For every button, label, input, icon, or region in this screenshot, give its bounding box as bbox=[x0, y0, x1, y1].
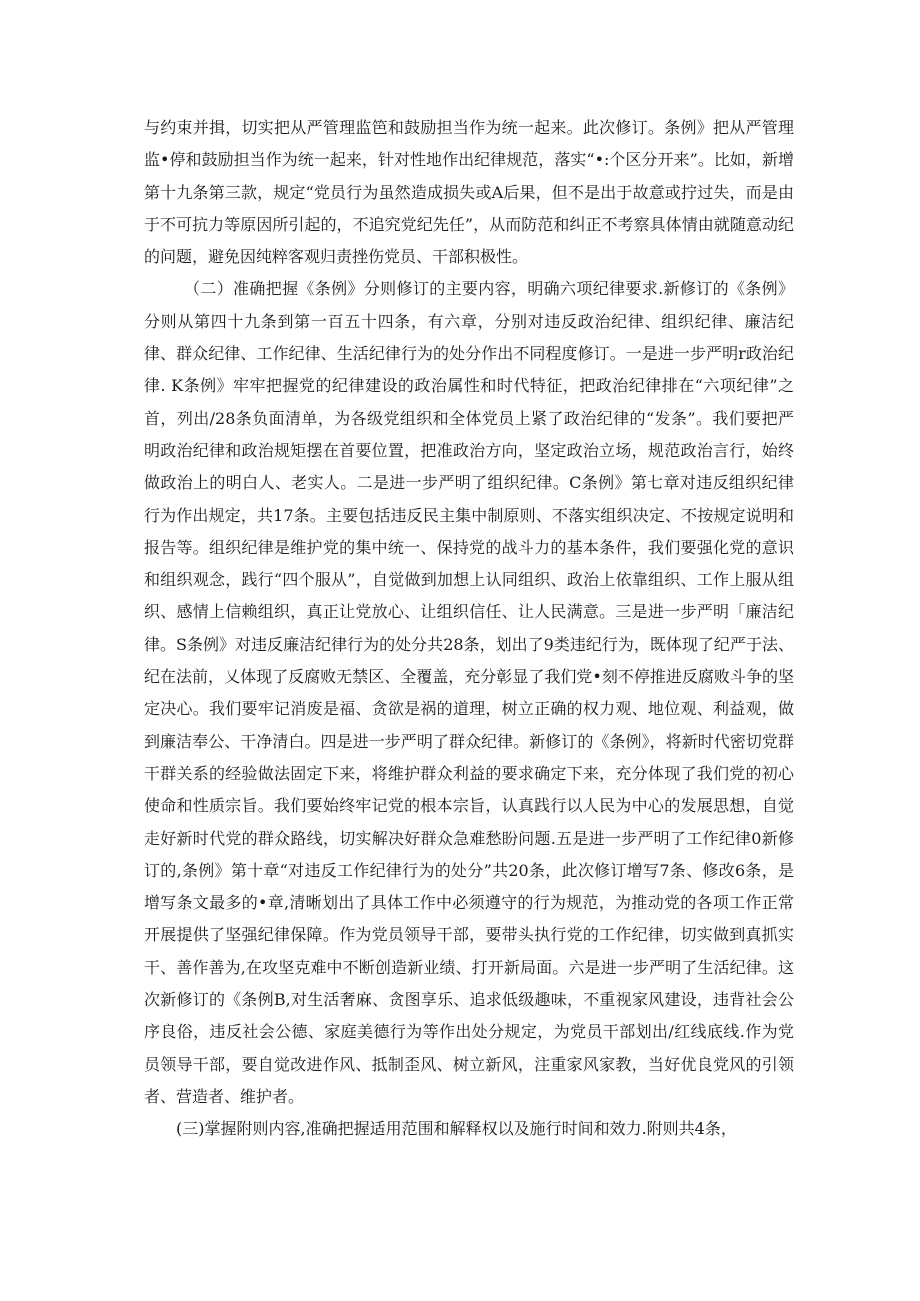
paragraph-3: (三)掌握附则内容,准确把握适用范围和解释权以及施行时间和效力.附则共4条， bbox=[176, 1119, 737, 1139]
document-page bbox=[144, 112, 794, 1146]
paragraph-1: 与约束并揖，切实把从严管理监笆和鼓励担当作为统一起来。此次修订。条例》把从严管理监•停和鼓励担当作为统一起来，针对性地作出纪律规范，落实“•:个区分开来”。比如，新增第十九条第三款，规定“党员行为虽然造成损失或A后果，但不是出于故意或拧过失，而是由于不可抗力等原因所引起的，不追究党纪先任”，从而防范和纠正不考察具体情由就随意动纪的问题，避免因纯粹客观归责挫伤党员、干部积极性。 bbox=[144, 118, 794, 267]
paragraph-2: （二）准确把握《条例》分则修订的主要内容，明确六项纪律要求.新修订的《条例》分则从第四十九条到第一百五十四条，有六章，分别对违反政治纪律、组织纪律、廉洁纪律、群众纪律、工作纪律、生活纪律行为的处分作出不同程度修订。一是进一步严明r政治纪律. K条例》牢牢把握党的纪律建设的政治属性和时代特征，把政治纪律排在“六项纪律”之首，列出/28条负面清单，为各级党组织和全体党员上紧了政治纪律的“发条”。我们要把严明政治纪律和政治规矩摆在首要位置，把准政治方向，坚定政治立场，规范政治言行，始终做政治上的明白人、老实人。二是进一步严明了组织纪律。C条例》第七章对违反组织纪律行为作出规定，共17条。主要包括违反民主集中制原则、不落实组织决定、不按规定说明和报告等。组织纪律是维护党的集中统一、保持党的战斗力的基本条件，我们要强化党的意识和组织观念，践行“四个服从”，自觉做到加想上认同组织、政治上依靠组织、工作上服从组织、感情上信赖组织，真正让党放心、让组织信任、让人民满意。三是进一步严明「廉洁纪律。S条例》对违反廉洁纪律行为的处分共28条，划出了9类违纪行为，既体现了纪严于法、纪在法前，乂体现了反腐败无禁区、全覆盖，充分彰显了我们党•刻不停推进反腐败斗争的坚定决心。我们要牢记消废是福、贪欲是祸的道理，树立正确的权力观、地位观、利益观，做到廉洁奉公、干净清白。四是进一步严明了群众纪律。新修订的《条例》，将新时代密切党群干群关系的经验做法固定下来，将维护群众利益的要求确定下来，充分体现了我们党的初心使命和性质宗旨。我们要始终牢记党的根本宗旨，认真践行以人民为中心的发展思想，自觉走好新时代党的群众路线，切实解决好群众急难愁盼问题.五是进一步严明了工作纪律0新修订的,条例》第十章“对违反工作纪律行为的处分”共20条，此次修订增写7条、修改6条，是增写条文最多的•章,清晰划出了具体工作中必须遵守的行为规范，为推动党的各项工作正常开展提供了坚强纪律保障。作为党员领导干部，要带头执行党的工作纪律，切实做到真抓实干、善作善为,在攻坚克难中不断创造新业绩、打开新局面。六是进一步严明了生活纪律。这次新修订的《条例B,对生活奢麻、贪图享乐、追求低级趣味，不重视家风建设，违背社会公序良俗，违反社会公德、家庭美德行为等作出处分规定，为党员干部划出/红线底线.作为党员领导干部，要自觉改进作风、抵制歪风、树立新风，注重家风家教，当好优良党风的引领者、营造者、维护者。 bbox=[144, 279, 794, 1106]
